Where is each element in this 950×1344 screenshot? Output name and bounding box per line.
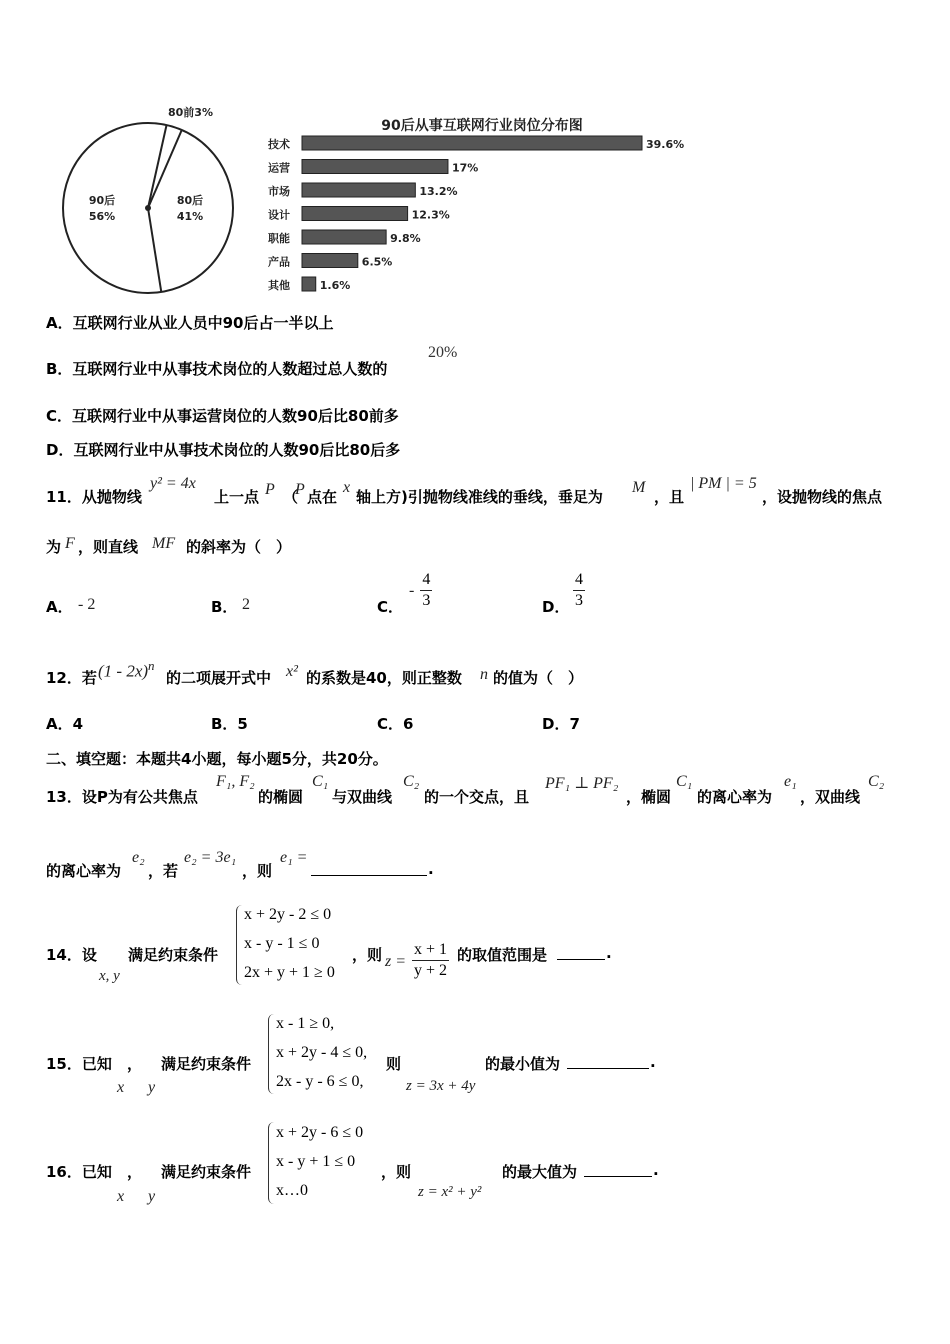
- q14-answer-blank: [557, 944, 605, 960]
- q15-constraint-3: 2x - y - 6 ≤ 0,: [276, 1073, 364, 1090]
- q11-option-b-value: 2: [242, 596, 250, 613]
- q13-text-11: .: [428, 860, 434, 878]
- q15-text-4: 则: [386, 1055, 402, 1073]
- fraction-numerator: x + 1: [412, 940, 449, 961]
- q15-objective: z = 3x + 4y: [406, 1078, 476, 1094]
- q14-text-5: .: [606, 944, 612, 962]
- bar-5: [302, 254, 358, 268]
- q13-math-c2: C₂: [403, 773, 420, 790]
- pie-label-90-after: 90后: [88, 194, 116, 207]
- q14-vars: x, y: [99, 968, 120, 984]
- fraction-denominator: 3: [575, 592, 583, 609]
- q11-math-parabola: y² = 4x: [150, 475, 196, 492]
- q16-text-3: 满足约束条件: [161, 1163, 252, 1181]
- bar-category-label: 其他: [268, 279, 290, 292]
- bar-6: [302, 277, 316, 291]
- q16-text-2: ，: [127, 1163, 143, 1181]
- q15-system-brace: [268, 1014, 275, 1094]
- pie-value-80-after: 41%: [176, 210, 204, 223]
- bar-value-label: 6.5%: [361, 255, 393, 269]
- q11-math-f: F: [65, 535, 75, 552]
- q11-text-4: 点在: [307, 488, 338, 506]
- q10-option-a: A．互联网行业从业人员中90后占一半以上: [46, 314, 334, 332]
- q13-math-foci: F₁, F₂: [216, 773, 255, 790]
- q16-var-y: y: [148, 1188, 156, 1205]
- q13-text-4: 的一个交点，且: [424, 788, 530, 806]
- section-heading: 二、填空题：本题共4小题，每小题5分，共20分。: [46, 750, 388, 768]
- q13-text-1: 13．设P为有公共焦点: [46, 788, 198, 806]
- q10-option-b-math: 20%: [428, 344, 458, 361]
- q12-option-c: C．6: [377, 715, 414, 733]
- pie-chart: [60, 100, 250, 300]
- bar-value-label: 12.3%: [411, 208, 450, 222]
- q15-var-y: y: [148, 1079, 156, 1096]
- bar-2: [302, 183, 415, 197]
- q16-constraint-1: x + 2y - 6 ≤ 0: [276, 1124, 364, 1141]
- minus-sign: -: [409, 581, 415, 599]
- q11-option-a-value: - 2: [78, 596, 96, 613]
- pie-slice-boundary-0: [148, 125, 167, 208]
- fraction-numerator: 4: [573, 570, 585, 591]
- q12-text-4: 的值为（ ）: [493, 669, 584, 687]
- q11-math-mf: MF: [152, 535, 176, 552]
- q11-text-1: 11．从抛物线: [46, 488, 142, 506]
- q12-math-x2: x²: [286, 663, 298, 680]
- pie-label-80-before: 80前3%: [168, 106, 213, 119]
- q16-text-6: .: [653, 1161, 659, 1179]
- q13-text-6: 的离心率为: [697, 788, 773, 806]
- fraction-denominator: 3: [422, 592, 431, 609]
- pie-slice-boundary-2: [148, 208, 161, 292]
- q12-math-n: n: [480, 666, 488, 683]
- q13-math-e2: e₂: [132, 849, 145, 866]
- bar-category-label: 产品: [268, 255, 290, 269]
- q13-text-9: ，若: [148, 862, 179, 880]
- q14-text-2: 满足约束条件: [128, 946, 219, 964]
- q12-text-2: 的二项展开式中: [166, 669, 272, 687]
- q15-answer-blank: [567, 1053, 649, 1069]
- q13-text-3: 与双曲线: [332, 788, 393, 806]
- q16-system-brace: [268, 1122, 275, 1204]
- bar-category-label: 运营: [268, 161, 290, 175]
- q16-text-5: 的最大值为: [502, 1163, 578, 1181]
- q14-constraint-2: x - y - 1 ≤ 0: [244, 935, 320, 952]
- bar-value-label: 17%: [451, 161, 479, 175]
- q14-system-brace: [236, 905, 243, 985]
- bar-category-label: 设计: [268, 208, 290, 222]
- bar-chart: [260, 110, 700, 295]
- q11-option-a-label: A．: [46, 598, 73, 616]
- q14-fraction: [412, 940, 449, 981]
- q11-math-m: M: [632, 479, 646, 496]
- bar-chart-title: 90后从事互联网行业岗位分布图: [381, 118, 583, 134]
- q14-z-eq: z =: [385, 953, 407, 970]
- q16-text-1: 16．已知: [46, 1163, 112, 1181]
- q11-option-d-label: D．: [542, 598, 570, 616]
- q11-math-p2: P: [295, 481, 305, 498]
- q11-text-3: （: [283, 488, 299, 506]
- q13-text-8: 的离心率为: [46, 862, 122, 880]
- q16-answer-blank: [584, 1161, 652, 1177]
- q11-text-5: 轴上方)引抛物线准线的垂线，垂足为: [356, 488, 603, 506]
- q10-option-d: D．互联网行业中从事技术岗位的人数90后比80后多: [46, 441, 401, 459]
- q11-text-6: ，且: [654, 488, 685, 506]
- q10-option-c: C．互联网行业中从事运营岗位的人数90后比80前多: [46, 407, 399, 425]
- binomial-base: (1 - 2x): [98, 661, 149, 681]
- q11-option-d-value: [573, 570, 585, 611]
- q12-option-b: B．5: [211, 715, 248, 733]
- q13-math-c1b: C₁: [676, 773, 693, 790]
- bar-category-label: 市场: [268, 185, 290, 198]
- q11-option-c-value: [409, 570, 432, 611]
- binomial-exponent: n: [148, 658, 155, 673]
- q13-text-5: ，椭圆: [626, 788, 672, 806]
- q14-constraint-3: 2x + y + 1 ≥ 0: [244, 964, 335, 981]
- bar-value-label: 9.8%: [390, 232, 421, 245]
- q12-option-a: A．4: [46, 715, 84, 733]
- q14-constraint-1: x + 2y - 2 ≤ 0: [244, 906, 332, 923]
- bar-value-label: 1.6%: [319, 279, 351, 292]
- q12-option-d: D．7: [542, 715, 580, 733]
- q15-text-6: .: [650, 1053, 656, 1071]
- fraction-denominator: y + 2: [414, 962, 448, 979]
- q15-constraint-1: x - 1 ≥ 0,: [276, 1015, 335, 1032]
- q13-text-10: ，则: [242, 862, 273, 880]
- q16-var-x: x: [117, 1188, 125, 1205]
- q13-text-2: 的椭圆: [258, 788, 304, 806]
- q12-math-binomial: [98, 658, 155, 682]
- q11-math-pm: | PM | = 5: [690, 475, 757, 492]
- pie-label-80-after: 80后: [176, 194, 204, 207]
- q14-text-1: 14．设: [46, 946, 97, 964]
- q11-math-x: x: [343, 479, 351, 496]
- q13-math-c2b: C₂: [868, 773, 885, 790]
- bar-category-label: 职能: [268, 232, 290, 245]
- q12-text-1: 12．若: [46, 669, 97, 687]
- fraction-numerator: 4: [420, 570, 432, 591]
- bar-3: [302, 207, 408, 221]
- bar-category-label: 技术: [268, 138, 290, 151]
- q13-math-perp: PF₁ ⊥ PF₂: [545, 775, 619, 792]
- q13-text-7: ，双曲线: [800, 788, 861, 806]
- q15-text-2: ，: [127, 1055, 143, 1073]
- q11-text-8: 为: [46, 538, 62, 556]
- bar-4: [302, 230, 386, 244]
- q11-text-9: ，则直线: [78, 538, 139, 556]
- q15-text-1: 15．已知: [46, 1055, 112, 1073]
- bar-0: [302, 136, 642, 150]
- bar-value-label: 39.6%: [646, 138, 685, 151]
- q11-math-p: P: [265, 481, 275, 498]
- q12-text-3: 的系数是40，则正整数: [306, 669, 462, 687]
- q16-text-4: ，则: [381, 1163, 412, 1181]
- q16-constraint-2: x - y + 1 ≤ 0: [276, 1153, 356, 1170]
- q15-text-3: 满足约束条件: [161, 1055, 252, 1073]
- q13-math-e1: e₁: [784, 773, 797, 790]
- q11-text-7: ，设抛物线的焦点: [762, 488, 883, 506]
- q16-constraint-3: x…0: [276, 1182, 308, 1199]
- q14-text-3: ，则: [352, 946, 383, 964]
- q14-text-4: 的取值范围是: [457, 946, 548, 964]
- q13-math-c1: C₁: [312, 773, 329, 790]
- q13-math-relation: e₂ = 3e₁: [184, 849, 237, 866]
- pie-center: [145, 205, 151, 211]
- q13-math-e1-eq: e₁ =: [280, 849, 308, 866]
- q15-constraint-2: x + 2y - 4 ≤ 0,: [276, 1044, 368, 1061]
- q16-objective: z = x² + y²: [418, 1184, 482, 1200]
- q11-option-b-label: B．: [211, 598, 238, 616]
- q15-text-5: 的最小值为: [485, 1055, 561, 1073]
- q13-answer-blank: [311, 860, 427, 876]
- q15-var-x: x: [117, 1079, 125, 1096]
- bar-1: [302, 160, 448, 174]
- bar-value-label: 13.2%: [419, 185, 458, 198]
- q11-text-2: 上一点: [214, 488, 260, 506]
- q11-text-10: 的斜率为（ ）: [186, 538, 292, 556]
- q11-option-c-label: C．: [377, 598, 404, 616]
- pie-value-90-after: 56%: [88, 210, 116, 223]
- q10-option-b: B．互联网行业中从事技术岗位的人数超过总人数的: [46, 360, 388, 378]
